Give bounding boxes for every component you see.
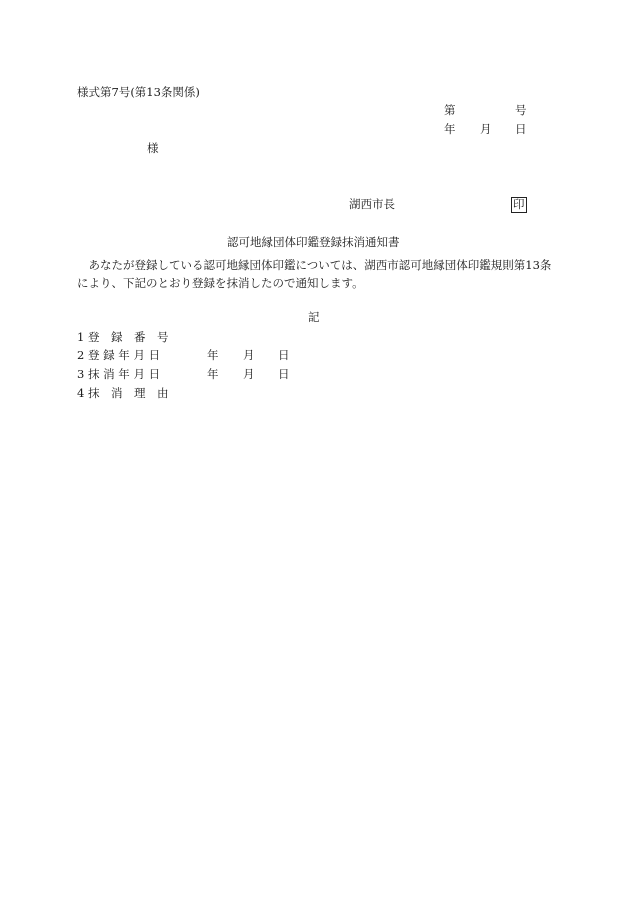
item-label: 1 登 録 番 号: [77, 330, 169, 344]
date-day: 日: [515, 122, 527, 136]
seal-label: 印: [513, 197, 525, 211]
item-label: 2 登 録 年 月 日: [77, 348, 161, 362]
item-3-year: 年: [207, 367, 219, 381]
item-label: 4 抹 消 理 由: [77, 386, 169, 400]
item-2-day: 日: [278, 348, 290, 362]
list-item-1: [77, 332, 168, 344]
document-title: 認可地縁団体印鑑登録抹消通知書: [227, 235, 400, 249]
ki-heading: 記: [308, 310, 320, 324]
item-3-month: 月: [243, 367, 255, 381]
item-label: 3 抹 消 年 月 日: [77, 367, 161, 381]
form-number: 様式第7号(第13条関係): [77, 85, 200, 99]
number-dai: 第: [444, 103, 456, 117]
item-3-day: 日: [278, 367, 290, 381]
addressee-suffix: 様: [147, 141, 159, 155]
seal-stamp: [511, 197, 527, 213]
item-2-year: 年: [207, 348, 219, 362]
item-2-month: 月: [243, 348, 255, 362]
date-month: 月: [480, 122, 492, 136]
number-go: 号: [515, 103, 527, 117]
list-item-2: [77, 350, 160, 362]
list-item-3: [77, 369, 160, 381]
body-paragraph: あなたが登録している認可地縁団体印鑑については、湖西市認可地縁団体印鑑規則第13条により、下記のとおり登録を抹消したので通知します。: [77, 258, 552, 290]
issuer-title: 湖西市長: [349, 197, 395, 211]
date-year: 年: [444, 122, 456, 136]
list-item-4: [77, 388, 168, 400]
